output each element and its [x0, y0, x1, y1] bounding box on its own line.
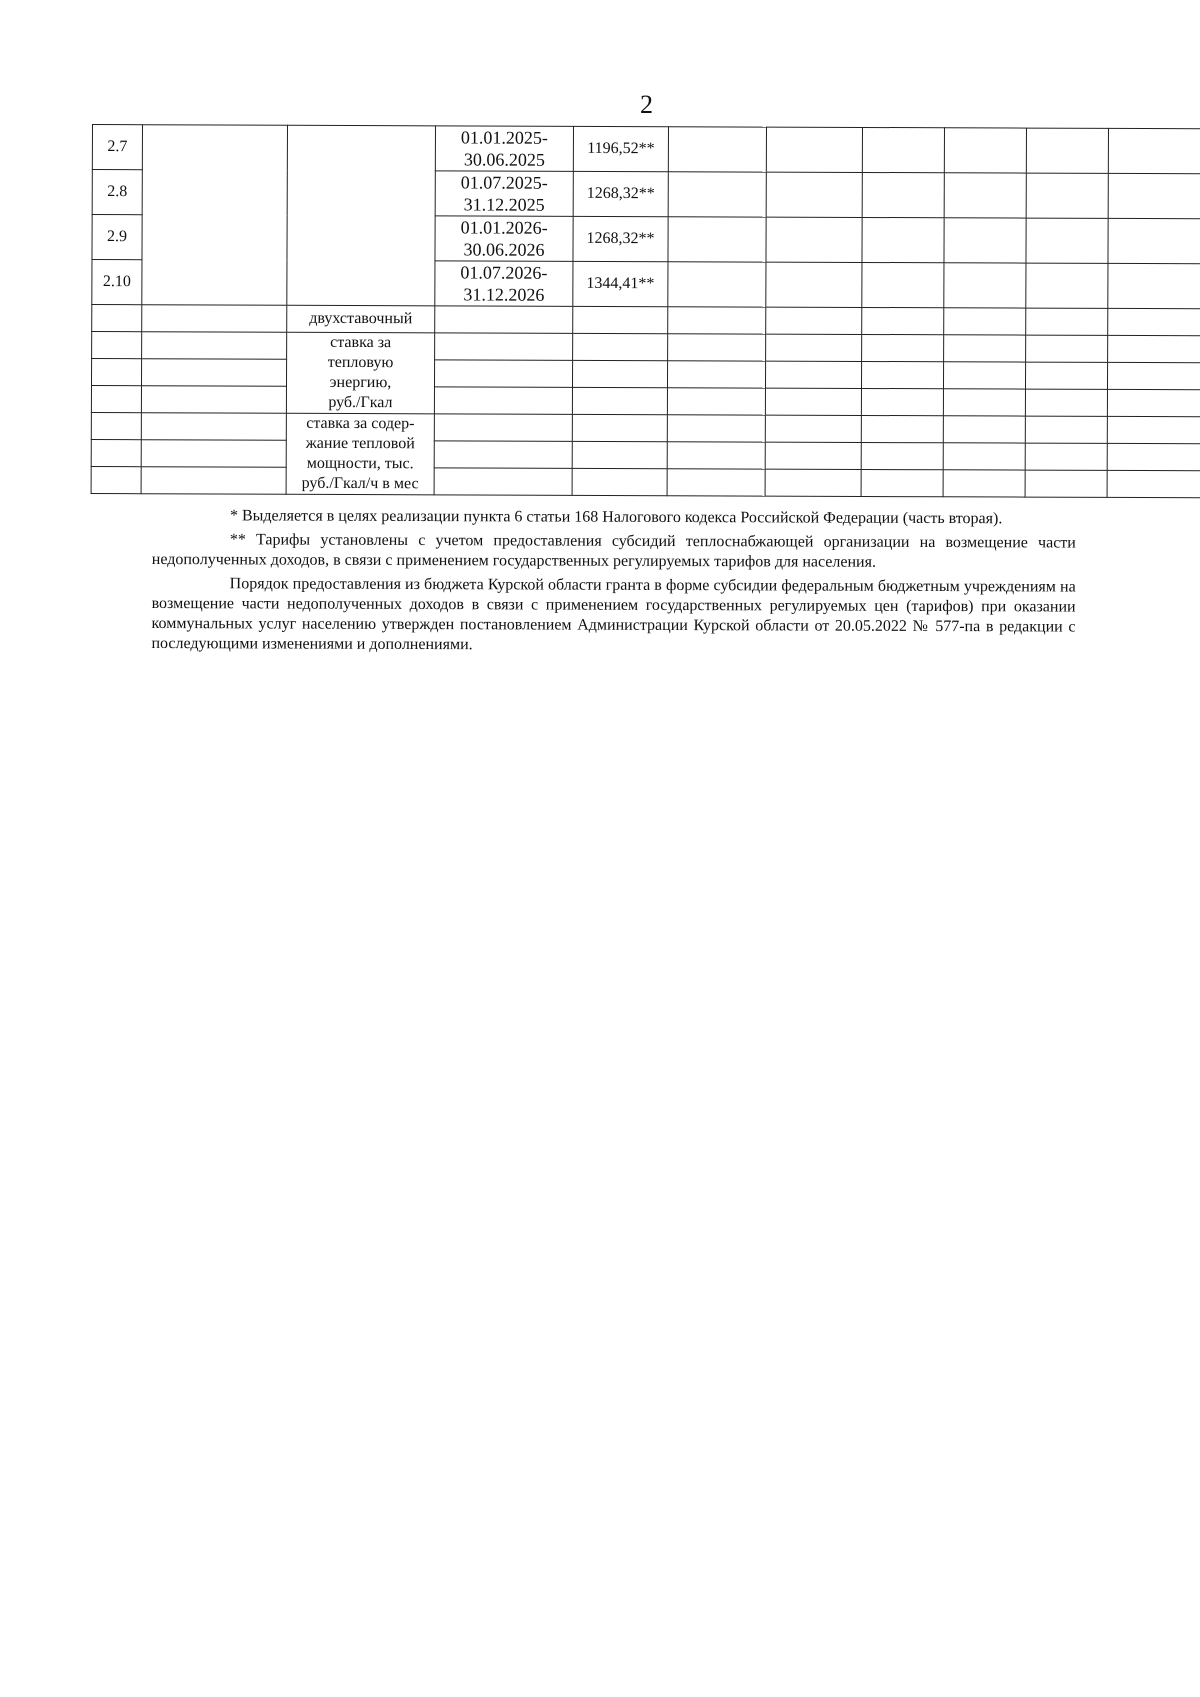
row-number: 2.8: [92, 170, 142, 215]
empty-cell: [1025, 362, 1107, 389]
empty-cell: [573, 306, 668, 333]
table-row: [91, 359, 1200, 390]
empty-cell: [943, 362, 1025, 389]
empty-cell: [667, 469, 765, 496]
period-start: 01.01.2025-: [460, 127, 548, 148]
empty-cell: [141, 467, 286, 495]
table-row: [91, 412, 1200, 443]
empty-cell: [944, 335, 1026, 362]
footnotes: [151, 506, 1076, 662]
empty-cell: [572, 387, 667, 414]
empty-cell: [667, 361, 765, 388]
empty-cell: [1026, 308, 1108, 335]
empty-cell: [1025, 389, 1107, 416]
empty-cell: [1107, 362, 1200, 389]
empty-cell: [766, 172, 862, 217]
empty-cell: [434, 468, 572, 496]
period-cell: [435, 261, 573, 307]
empty-cell: [92, 332, 142, 359]
tariff-table: [91, 124, 1200, 498]
empty-cell: [667, 415, 765, 442]
empty-cell: [1026, 335, 1108, 362]
empty-cell: [1107, 389, 1200, 416]
empty-cell: [944, 263, 1026, 308]
label-line: руб./Гкал/ч в мес: [301, 474, 419, 493]
empty-cell: [862, 307, 944, 334]
period-cell: [435, 126, 573, 172]
empty-cell: [765, 388, 861, 415]
empty-cell: [141, 359, 286, 387]
label-line: ставка за: [330, 333, 392, 352]
empty-cell: [91, 466, 141, 493]
procedure-note: Порядок предоставления из бюджета Курской области гранта в форме субсидии федеральным бюджетным учреждениям на возмещение части недополученных доходов в связи с применением государственных регулируемых цен (тарифов) при оказании коммунальных услуг населению утвержден постановлением Администрации Курской области от 20.05.2022 № 577-па в редакции с последующими изменениями и дополнениями.: [151, 575, 1076, 654]
empty-cell: [861, 361, 943, 388]
empty-cell: [766, 127, 862, 172]
row-number: 2.10: [92, 260, 142, 305]
table-row: [91, 386, 1200, 417]
period-start: 01.07.2026-: [460, 262, 548, 283]
empty-cell: [668, 262, 766, 307]
empty-cell: [1108, 218, 1200, 263]
table-row: [91, 466, 1200, 497]
empty-cell: [943, 443, 1025, 470]
empty-cell: [668, 127, 766, 172]
empty-cell: [572, 441, 667, 468]
empty-cell: [862, 262, 944, 307]
empty-cell: [861, 388, 943, 415]
table-row: [92, 305, 1200, 336]
empty-cell: [861, 415, 943, 442]
empty-cell: [944, 308, 1026, 335]
empty-cell: [572, 468, 667, 495]
empty-cell: [435, 333, 573, 361]
empty-cell: [943, 389, 1025, 416]
period-start: 01.01.2026-: [460, 217, 548, 238]
empty-cell: [572, 360, 667, 387]
empty-cell: [142, 125, 288, 306]
empty-cell: [142, 305, 287, 333]
page-number: 2: [640, 90, 653, 119]
period-end: 31.12.2025: [463, 194, 545, 215]
empty-cell: [91, 412, 141, 439]
label-line: руб./Гкал: [328, 393, 393, 412]
empty-cell: [91, 359, 141, 386]
period-cell: [435, 171, 573, 217]
row-number: 2.9: [92, 215, 142, 260]
label-line: энергию,: [329, 373, 392, 392]
empty-cell: [573, 333, 668, 360]
empty-cell: [765, 442, 861, 469]
empty-cell: [287, 125, 436, 306]
empty-cell: [434, 360, 572, 388]
empty-cell: [1108, 173, 1200, 218]
empty-cell: [862, 217, 944, 262]
empty-cell: [668, 334, 766, 361]
tariff-value: 1196,52**: [573, 126, 668, 171]
period-end: 30.06.2026: [463, 239, 545, 260]
empty-cell: [434, 441, 572, 469]
empty-cell: [1107, 416, 1200, 443]
label-line: ставка за содер-: [306, 414, 415, 433]
empty-cell: [765, 361, 861, 388]
empty-cell: [944, 218, 1026, 263]
empty-cell: [861, 469, 943, 496]
footnote-subsidy: ** Тарифы установлены с учетом предоставления субсидий теплоснабжающей организации на возмещение части недополученных доходов, в связи с применением государственных регулируемых тарифов для населения.: [151, 531, 1076, 571]
empty-cell: [1108, 128, 1200, 173]
empty-cell: [572, 414, 667, 441]
row-number: 2.7: [92, 125, 142, 170]
empty-cell: [1108, 263, 1200, 308]
label-line: тепловую: [327, 353, 394, 372]
empty-cell: [434, 387, 572, 415]
empty-cell: [862, 334, 944, 361]
empty-cell: [1107, 470, 1200, 497]
empty-cell: [1025, 470, 1107, 497]
empty-cell: [944, 128, 1026, 173]
label-line: мощности, тыс.: [306, 454, 414, 473]
capacity-rate-label: [286, 413, 434, 495]
empty-cell: [142, 332, 287, 360]
energy-rate-label: [286, 332, 434, 414]
empty-cell: [91, 439, 141, 466]
empty-cell: [1025, 416, 1107, 443]
tariff-value: 1268,32**: [573, 171, 668, 216]
empty-cell: [766, 334, 862, 361]
empty-cell: [667, 388, 765, 415]
empty-cell: [1026, 263, 1108, 308]
table-row: [92, 125, 1200, 174]
period-end: 30.06.2025: [463, 149, 545, 170]
empty-cell: [435, 306, 573, 334]
period-cell: [435, 216, 573, 262]
empty-cell: [766, 307, 862, 334]
empty-cell: [1025, 443, 1107, 470]
empty-cell: [434, 414, 572, 442]
empty-cell: [766, 262, 862, 307]
empty-cell: [943, 470, 1025, 497]
empty-cell: [944, 173, 1026, 218]
empty-cell: [1107, 443, 1200, 470]
empty-cell: [1108, 308, 1200, 335]
empty-cell: [141, 440, 286, 468]
empty-cell: [766, 217, 862, 262]
empty-cell: [91, 386, 141, 413]
two-part-label: двухставочный: [287, 305, 435, 333]
footnote-vat: * Выделяется в целях реализации пункта 6 статьи 168 Налогового кодекса Российской Федерации (часть вторая).: [229, 507, 1003, 528]
label-line: жание тепловой: [305, 434, 415, 453]
empty-cell: [862, 127, 944, 172]
table-row: [92, 332, 1200, 363]
empty-cell: [1108, 335, 1200, 362]
empty-cell: [668, 172, 766, 217]
table-row: [91, 439, 1200, 470]
empty-cell: [1026, 128, 1108, 173]
empty-cell: [667, 442, 765, 469]
empty-cell: [92, 305, 142, 332]
empty-cell: [1026, 173, 1108, 218]
period-start: 01.07.2025-: [460, 172, 548, 193]
tariff-value: 1268,32**: [573, 216, 668, 261]
period-end: 31.12.2026: [463, 284, 545, 305]
empty-cell: [141, 413, 286, 441]
empty-cell: [668, 217, 766, 262]
empty-cell: [862, 172, 944, 217]
empty-cell: [1026, 218, 1108, 263]
empty-cell: [943, 416, 1025, 443]
empty-cell: [861, 442, 943, 469]
tariff-value: 1344,41**: [573, 261, 668, 306]
empty-cell: [141, 386, 286, 414]
empty-cell: [765, 415, 861, 442]
empty-cell: [765, 469, 861, 496]
empty-cell: [668, 307, 766, 334]
